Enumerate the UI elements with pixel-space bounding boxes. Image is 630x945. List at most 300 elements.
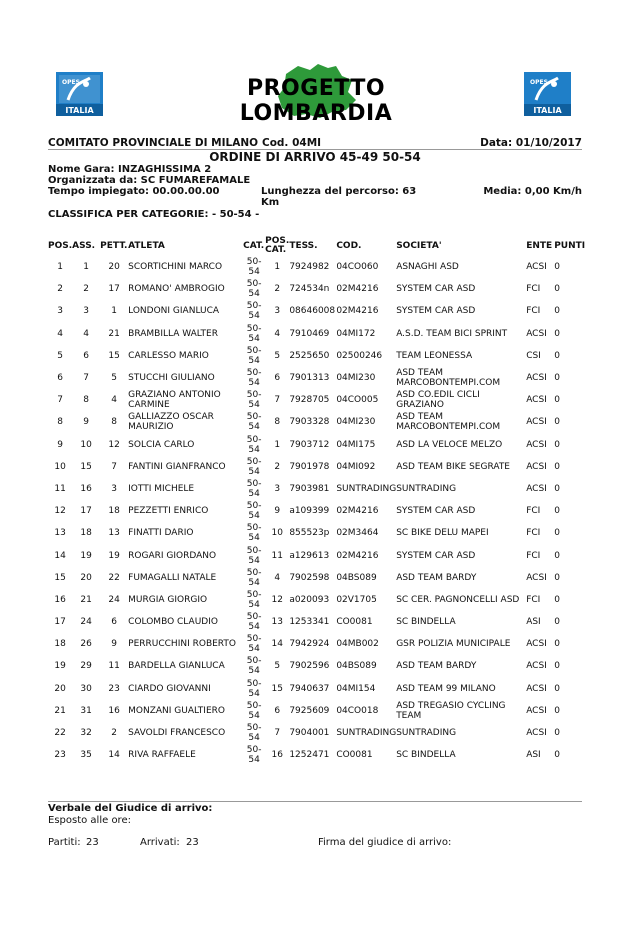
cell-cat-line1: 50- — [246, 589, 262, 600]
cell-pett: 24 — [108, 594, 120, 605]
cell-ass: 8 — [83, 395, 90, 406]
table-row — [48, 589, 594, 611]
cell-cat-line2: 54 — [248, 666, 260, 677]
cell-ass: 26 — [80, 639, 92, 650]
cell-punti: 0 — [554, 395, 560, 406]
cell-societa: SC BIKE DELU MAPEI — [396, 528, 489, 539]
cell-cat-line1: 50- — [246, 634, 262, 645]
cell-societa: SYSTEM CAR ASD — [396, 284, 476, 295]
cell-cat-line2: 54 — [248, 688, 260, 699]
cell-pos: 23 — [54, 750, 66, 761]
cell-societa: ASD LA VELOCE MELZO — [396, 439, 503, 450]
col-pos-cat — [265, 236, 289, 256]
table-row — [48, 700, 594, 722]
cell-cod: 04MI092 — [336, 461, 376, 472]
cell-pett: 14 — [108, 750, 120, 761]
cell-tess: 7924982 — [289, 262, 330, 273]
cell-cat-line2: 54 — [248, 755, 260, 766]
cell-cat-line2: 54 — [248, 267, 260, 278]
race-length-line1: Lunghezza del percorso: 63 — [261, 186, 417, 197]
cell-cod: 04MI175 — [336, 439, 376, 450]
cell-cat-line2: 54 — [248, 422, 260, 433]
cell-tess: 7903712 — [289, 439, 330, 450]
cell-atleta: LONDONI GIANLUCA — [128, 306, 220, 317]
table-row — [48, 367, 594, 389]
cell-pett: 7 — [111, 461, 118, 472]
cell-cat — [243, 478, 265, 500]
cell-pos-cat: 1 — [274, 262, 281, 273]
cell-cat — [243, 700, 265, 722]
cell-pos-cat: 14 — [271, 639, 283, 650]
cell-cod: SUNTRADING — [336, 483, 397, 494]
cell-pos: 21 — [54, 705, 66, 716]
col-cod: COD. — [336, 240, 362, 251]
cell-pos-cat: 6 — [274, 705, 281, 716]
cell-cat-line2: 54 — [248, 555, 260, 566]
cell-ente: ACSI — [526, 395, 547, 406]
cell-cat — [243, 367, 265, 389]
cell-societa: ASD TEAM MARCOBONTEMPI.COM — [396, 412, 501, 433]
cell-societa: SYSTEM CAR ASD — [396, 550, 476, 561]
cell-pos-cat: 2 — [274, 461, 281, 472]
cell-tess: 7903981 — [289, 483, 330, 494]
cell-atleta: GALLIAZZO OSCAR MAURIZIO — [128, 412, 214, 433]
svg-text:OPES: OPES — [62, 79, 80, 86]
cell-pett: 21 — [108, 328, 120, 339]
cell-pett: 11 — [108, 661, 120, 672]
table-row — [48, 478, 594, 500]
cell-atleta: MURGIA GIORGIO — [128, 594, 208, 605]
cell-ente: ACSI — [526, 262, 547, 273]
brand-logo — [186, 62, 446, 126]
cell-ente: FCI — [526, 550, 541, 561]
partiti-value: 23 — [86, 837, 99, 848]
cell-pett: 12 — [108, 439, 120, 450]
cell-pos: 1 — [57, 262, 63, 273]
cell-cat — [243, 411, 265, 433]
cell-punti: 0 — [554, 750, 560, 761]
cell-pos: 19 — [54, 661, 66, 672]
cell-tess: 7901978 — [289, 461, 330, 472]
race-length-line2: Km — [261, 197, 280, 208]
cell-ente: ACSI — [526, 728, 547, 739]
cell-pos-cat: 4 — [274, 572, 281, 583]
cell-ass: 30 — [80, 683, 92, 694]
cell-punti: 0 — [554, 262, 560, 273]
cell-pett: 15 — [108, 350, 120, 361]
cell-cat — [243, 544, 265, 566]
cell-cat-line2: 54 — [248, 466, 260, 477]
cell-pos-cat: 5 — [274, 661, 281, 672]
table-row — [48, 744, 594, 766]
cell-tess: 7903328 — [289, 417, 330, 428]
table-row — [48, 389, 594, 411]
cell-cat-line1: 50- — [246, 368, 262, 379]
firma-label: Firma del giudice di arrivo: — [318, 837, 452, 848]
results-body — [48, 256, 594, 766]
cell-cat — [243, 345, 265, 367]
cell-pos: 11 — [54, 483, 66, 494]
cell-ass: 17 — [80, 506, 92, 517]
cell-ass: 2 — [83, 284, 90, 295]
cell-societa: SC BINDELLA — [396, 617, 456, 628]
cell-cat-line2: 54 — [248, 533, 260, 544]
cell-punti: 0 — [554, 328, 560, 339]
cell-ass: 15 — [80, 461, 92, 472]
cell-societa: SC BINDELLA — [396, 750, 456, 761]
cell-societa: ASD TEAM MARCOBONTEMPI.COM — [396, 368, 501, 389]
cell-tess: 7904001 — [289, 728, 330, 739]
cell-societa: SYSTEM CAR ASD — [396, 306, 476, 317]
cell-punti: 0 — [554, 572, 560, 583]
cell-societa: TEAM LEONESSA — [396, 350, 473, 361]
cell-cat — [243, 655, 265, 677]
svg-text:OPES: OPES — [530, 79, 548, 86]
cell-cat-line1: 50- — [246, 612, 262, 623]
cell-societa: ASD CO.EDIL CICLI GRAZIANO — [396, 390, 480, 411]
cell-cod: 02M3464 — [336, 528, 379, 539]
cell-pos-cat: 3 — [274, 483, 281, 494]
cell-pos-cat: 12 — [271, 594, 283, 605]
cell-tess: 7910469 — [289, 328, 330, 339]
cell-punti: 0 — [554, 661, 560, 672]
cell-pett: 13 — [108, 528, 120, 539]
cell-ass: 29 — [80, 661, 92, 672]
cell-ass: 31 — [80, 705, 92, 716]
cell-pett: 23 — [108, 683, 120, 694]
cell-ass: 10 — [80, 439, 92, 450]
cell-societa: ASD TEAM 99 MILANO — [396, 683, 496, 694]
cell-cat-line1: 50- — [246, 501, 262, 512]
cell-cod: CO0081 — [336, 617, 373, 628]
col-atleta: ATLETA — [128, 240, 165, 251]
svg-text:ITALIA: ITALIA — [65, 106, 94, 115]
cell-pos: 18 — [54, 639, 66, 650]
cell-cat-line1: 50- — [246, 678, 262, 689]
cell-cat — [243, 256, 265, 278]
cell-punti: 0 — [554, 683, 560, 694]
table-row — [48, 678, 594, 700]
cell-pos-cat: 16 — [271, 750, 283, 761]
col-pos-cat-line1: POS. — [265, 236, 290, 246]
opes-italia-logo-left — [56, 72, 103, 116]
cell-pos: 7 — [57, 395, 63, 406]
cell-cat-line1: 50- — [246, 279, 262, 290]
cell-cod: 04MI172 — [336, 328, 376, 339]
cell-punti: 0 — [554, 350, 560, 361]
cell-ente: FCI — [526, 528, 541, 539]
race-organizer: Organizzata da: SC FUMAREFAMALE — [48, 175, 251, 186]
cell-cat — [243, 678, 265, 700]
cell-cat-line1: 50- — [246, 257, 262, 268]
cell-pett: 1 — [111, 306, 118, 317]
cell-tess: a109399 — [289, 506, 330, 517]
cell-ass: 1 — [83, 262, 90, 273]
cell-cod: 04BS089 — [336, 661, 377, 672]
cell-cat-line1: 50- — [246, 390, 262, 401]
cell-pett: 22 — [108, 572, 120, 583]
cell-cat-line1: 50- — [246, 745, 262, 756]
committee-name: COMITATO PROVINCIALE DI MILANO — [48, 137, 259, 149]
cell-ass: 32 — [80, 728, 92, 739]
cell-cat-line2: 54 — [248, 622, 260, 633]
cell-cod: 04MI230 — [336, 417, 376, 428]
cell-punti: 0 — [554, 461, 560, 472]
cell-societa: ASD TEAM BARDY — [396, 572, 477, 583]
cell-cat-line1: 50- — [246, 545, 262, 556]
cell-atleta: STUCCHI GIULIANO — [128, 373, 215, 384]
cell-atleta: PEZZETTI ENRICO — [128, 506, 209, 517]
cell-ente: ACSI — [526, 439, 547, 450]
table-row — [48, 500, 594, 522]
cell-cod: CO0081 — [336, 750, 373, 761]
cell-tess: 7901313 — [289, 373, 330, 384]
cell-cat-line1: 50- — [246, 345, 262, 356]
cell-societa: ASNAGHI ASD — [396, 262, 459, 273]
cell-tess: 7940637 — [289, 683, 330, 694]
cell-pos: 9 — [57, 439, 63, 450]
cell-tess: a129613 — [289, 550, 330, 561]
table-row — [48, 522, 594, 544]
cell-atleta: FUMAGALLI NATALE — [128, 572, 217, 583]
table-row — [48, 611, 594, 633]
cell-pos-cat: 7 — [274, 728, 281, 739]
cell-ass: 9 — [83, 417, 90, 428]
arrivati-label: Arrivati: — [140, 837, 180, 848]
cell-pos: 6 — [57, 373, 63, 384]
col-cat: CAT. — [243, 240, 265, 251]
cell-ente: ACSI — [526, 705, 547, 716]
cell-societa: SC CER. PAGNONCELLI ASD — [396, 594, 520, 605]
footer-divider — [48, 801, 582, 802]
cell-pett: 18 — [108, 506, 120, 517]
cell-cat-line1: 50- — [246, 523, 262, 534]
cell-atleta: IOTTI MICHELE — [128, 483, 195, 494]
cell-pos-cat: 13 — [271, 617, 283, 628]
cell-tess: 7942924 — [289, 639, 330, 650]
cell-pos-cat: 1 — [274, 439, 281, 450]
cell-atleta: ROMANO' AMBROGIO — [128, 284, 225, 295]
cell-cat — [243, 278, 265, 300]
cell-punti: 0 — [554, 483, 560, 494]
cell-cat-line2: 54 — [248, 355, 260, 366]
cell-ente: ACSI — [526, 328, 547, 339]
cell-punti: 0 — [554, 528, 560, 539]
cell-cat — [243, 589, 265, 611]
cell-pos-cat: 11 — [271, 550, 283, 561]
cell-atleta: ROGARI GIORDANO — [128, 550, 217, 561]
cell-tess: 7902598 — [289, 572, 330, 583]
col-ass: ASS. — [72, 240, 96, 251]
cell-atleta: SCORTICHINI MARCO — [128, 262, 223, 273]
cell-cat — [243, 389, 265, 411]
cell-cod: 04CO005 — [336, 395, 379, 406]
cell-ass: 24 — [80, 617, 92, 628]
cell-cat — [243, 456, 265, 478]
cell-societa: ASD TEAM BARDY — [396, 661, 477, 672]
cell-tess: a020093 — [289, 594, 330, 605]
cell-ente: ASI — [526, 750, 541, 761]
table-row — [48, 278, 594, 300]
race-average: Media: 0,00 Km/h — [483, 186, 582, 197]
col-punti: PUNTI — [554, 240, 586, 251]
opes-italia-logo-right — [524, 72, 571, 116]
cell-pos-cat: 9 — [274, 506, 281, 517]
verbale-label: Verbale del Giudice di arrivo: — [48, 803, 213, 814]
cell-societa: ASD TEAM BIKE SEGRATE — [396, 461, 510, 472]
cell-tess: 7902596 — [289, 661, 330, 672]
cell-cod: 04MI154 — [336, 683, 376, 694]
partiti-label: Partiti: — [48, 837, 81, 848]
cell-cat — [243, 722, 265, 744]
cell-punti: 0 — [554, 417, 560, 428]
cell-punti: 0 — [554, 306, 560, 317]
cell-cat-line1: 50- — [246, 456, 262, 467]
cell-cat — [243, 434, 265, 456]
cell-punti: 0 — [554, 284, 560, 295]
cell-pett: 4 — [111, 395, 118, 406]
cell-cat-line2: 54 — [248, 599, 260, 610]
cell-cod: 04CO060 — [336, 262, 379, 273]
col-societa: SOCIETA' — [396, 240, 442, 251]
cell-cat-line1: 50- — [246, 700, 262, 711]
table-row — [48, 655, 594, 677]
cell-cod: 04CO018 — [336, 705, 379, 716]
cell-cat-line2: 54 — [248, 400, 260, 411]
cell-cod: 02M4216 — [336, 550, 379, 561]
cell-pett: 9 — [111, 639, 118, 650]
committee-code: Cod. 04MI — [262, 137, 322, 149]
cell-pos-cat: 3 — [274, 306, 281, 317]
table-row — [48, 456, 594, 478]
cell-cod: 02500246 — [336, 350, 383, 361]
cell-atleta: MONZANI GUALTIERO — [128, 705, 225, 716]
cell-cat-line2: 54 — [248, 333, 260, 344]
cell-cat-line2: 54 — [248, 511, 260, 522]
cell-punti: 0 — [554, 728, 560, 739]
cell-ass: 20 — [80, 572, 92, 583]
cell-tess: 7925609 — [289, 705, 330, 716]
cell-atleta: PERRUCCHINI ROBERTO — [128, 639, 236, 650]
results-table — [48, 236, 594, 766]
report-date: Data: 01/10/2017 — [480, 137, 582, 149]
cell-atleta: SOLCIA CARLO — [128, 439, 195, 450]
cell-ass: 3 — [83, 306, 90, 317]
cell-pos-cat: 5 — [274, 350, 281, 361]
col-pett: PETT. — [100, 240, 128, 251]
cell-pos-cat: 2 — [274, 284, 281, 295]
cell-tess: 08646008 — [289, 306, 336, 317]
cell-pos: 12 — [54, 506, 66, 517]
cell-pos: 22 — [54, 728, 66, 739]
cell-atleta: BRAMBILLA WALTER — [128, 328, 218, 339]
cell-ente: ACSI — [526, 572, 547, 583]
cell-cat-line1: 50- — [246, 478, 262, 489]
cell-societa: ASD TREGASIO CYCLING TEAM — [396, 700, 506, 721]
race-time: Tempo impiegato: 00.00.00.00 — [48, 186, 220, 197]
cell-cod: 02M4216 — [336, 284, 379, 295]
cell-ass: 6 — [83, 350, 90, 361]
cell-ass: 19 — [80, 550, 92, 561]
brand-title: PROGETTO LOMBARDIA — [239, 76, 393, 126]
cell-pos: 15 — [54, 572, 66, 583]
cell-cat-line1: 50- — [246, 412, 262, 423]
cell-ente: ACSI — [526, 461, 547, 472]
table-row — [48, 633, 594, 655]
cell-pos: 8 — [57, 417, 63, 428]
cell-cat-line2: 54 — [248, 289, 260, 300]
cell-ass: 35 — [80, 750, 92, 761]
cell-punti: 0 — [554, 373, 560, 384]
cell-atleta: CIARDO GIOVANNI — [128, 683, 211, 694]
cell-cat — [243, 500, 265, 522]
cell-pos-cat: 15 — [271, 683, 283, 694]
esposto-label: Esposto alle ore: — [48, 815, 131, 826]
cell-ass: 21 — [80, 594, 92, 605]
cell-cod: 04MI230 — [336, 373, 376, 384]
cell-cat — [243, 611, 265, 633]
cell-pos-cat: 6 — [274, 373, 281, 384]
col-pos-cat-line2: CAT. — [265, 245, 287, 255]
cell-punti: 0 — [554, 705, 560, 716]
cell-cat — [243, 323, 265, 345]
table-row — [48, 323, 594, 345]
cell-cat-line1: 50- — [246, 656, 262, 667]
cell-ente: ASI — [526, 617, 541, 628]
cell-cat-line2: 54 — [248, 733, 260, 744]
cell-pos: 2 — [57, 284, 63, 295]
cell-cod: 02M4216 — [336, 506, 379, 517]
cell-ente: ACSI — [526, 483, 547, 494]
cell-punti: 0 — [554, 594, 560, 605]
cell-tess: 1253341 — [289, 617, 330, 628]
cell-pett: 2 — [111, 728, 118, 739]
cell-cod: 04BS089 — [336, 572, 377, 583]
table-row — [48, 567, 594, 589]
cell-pos: 16 — [54, 594, 66, 605]
cell-pos: 13 — [54, 528, 66, 539]
cell-tess: 7928705 — [289, 395, 330, 406]
cell-pos: 4 — [57, 328, 63, 339]
cell-pett: 19 — [108, 550, 120, 561]
cell-cat — [243, 744, 265, 766]
cell-societa: SUNTRADING — [396, 728, 457, 739]
cell-pett: 3 — [111, 483, 118, 494]
table-row — [48, 256, 594, 278]
cell-ente: FCI — [526, 506, 541, 517]
cell-pos-cat: 4 — [274, 328, 281, 339]
cell-pett: 8 — [111, 417, 118, 428]
cell-cat-line2: 54 — [248, 311, 260, 322]
cell-atleta: BARDELLA GIANLUCA — [128, 661, 225, 672]
cell-ente: ACSI — [526, 373, 547, 384]
cell-atleta: RIVA RAFFAELE — [128, 750, 196, 761]
cell-cat-line1: 50- — [246, 434, 262, 445]
cell-atleta: COLOMBO CLAUDIO — [128, 617, 218, 628]
cell-ente: ACSI — [526, 417, 547, 428]
table-row — [48, 411, 594, 433]
cell-pett: 5 — [111, 373, 118, 384]
cell-ente: ACSI — [526, 683, 547, 694]
cell-ass: 4 — [83, 328, 90, 339]
cell-ass: 7 — [83, 373, 90, 384]
cell-cat — [243, 567, 265, 589]
cell-cod: 02V1705 — [336, 594, 377, 605]
col-pos: POS. — [48, 240, 73, 251]
cell-atleta: FANTINI GIANFRANCO — [128, 461, 226, 472]
cell-pett: 6 — [111, 617, 118, 628]
cell-pos: 10 — [54, 461, 66, 472]
